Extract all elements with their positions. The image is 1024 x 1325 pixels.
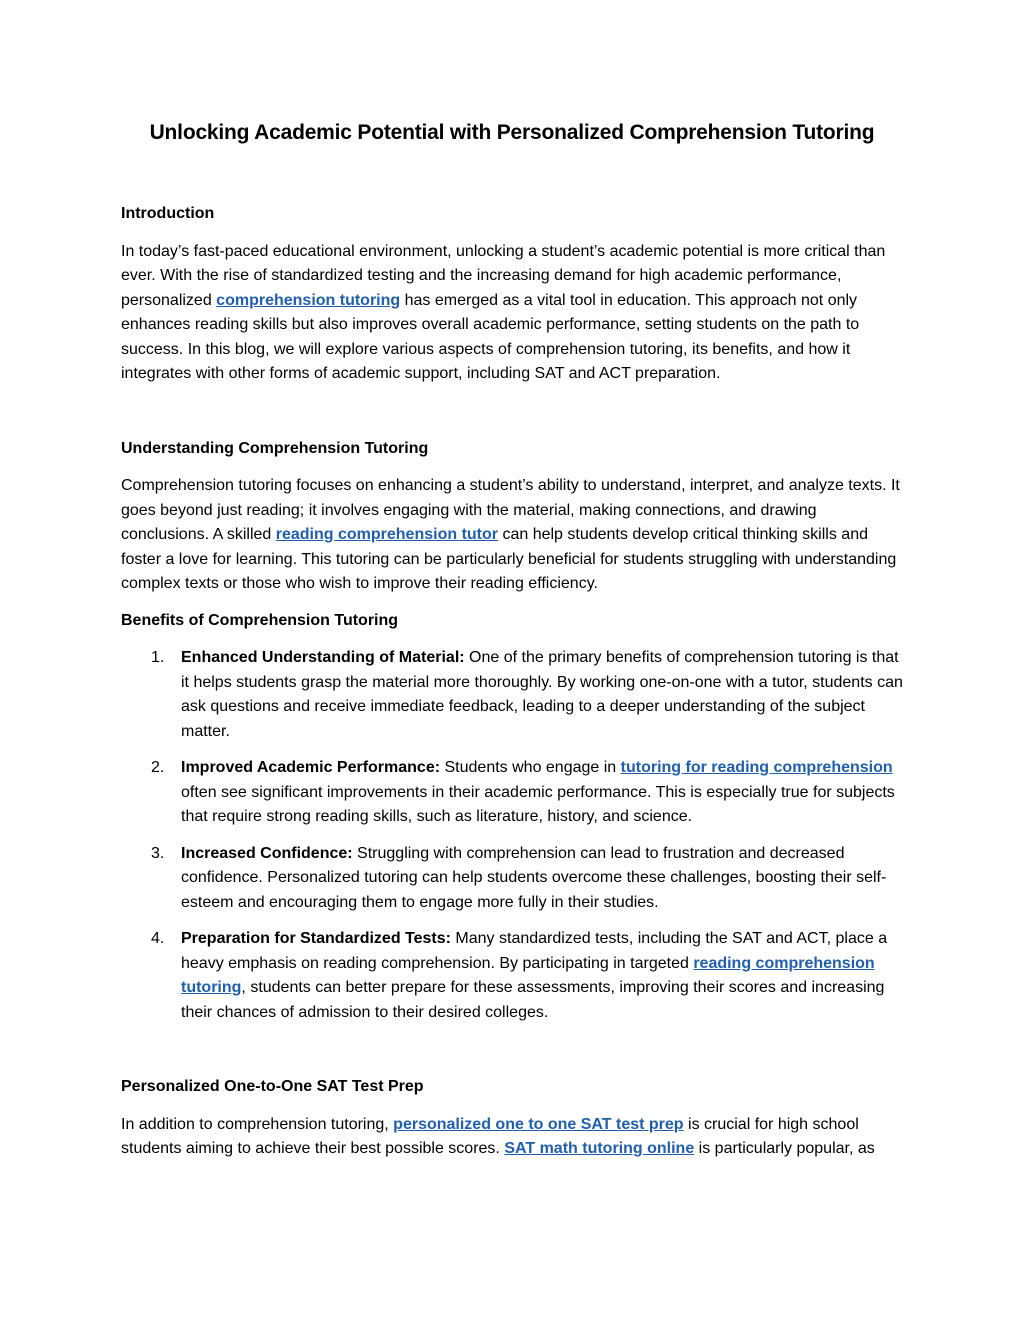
section-heading-benefits: Benefits of Comprehension Tutoring: [121, 611, 399, 629]
reading-comprehension-tutoring-link[interactable]: reading comprehension tutoring: [181, 954, 875, 996]
intro-text-a: In today’s fast-paced educational environment, unlocking a student’s academic potential is more critical than ever. With the rise of standardized testing and the increasing demand for high academic performance, personalized: [121, 242, 886, 309]
list-item-text-b: , students can better prepare for these assessments, improving their scores and increasing their chances of admission to their desired colleges.: [181, 979, 885, 1021]
section-heading-understanding: Understanding Comprehension Tutoring: [121, 439, 429, 457]
list-item-text: Many standardized tests, including the SAT and ACT, place a heavy emphasis on reading comprehension. By participating in targeted: [181, 930, 888, 972]
benefits-list: [121, 646, 907, 1025]
list-item-text: Students who engage in: [440, 759, 621, 776]
list-item: [121, 646, 907, 744]
understanding-text-a: Comprehension tutoring focuses on enhancing a student’s ability to understand, interpret, and analyze texts. It goes beyond just reading; it involves engaging with the material, making connections, and drawing conclusions. A skilled: [121, 477, 900, 543]
document-title: Unlocking Academic Potential with Personalized Comprehension Tutoring: [149, 121, 875, 144]
list-item-number: 3.: [151, 844, 165, 862]
sat-math-tutoring-online-link[interactable]: SAT math tutoring online: [504, 1140, 695, 1157]
document-body: [121, 202, 907, 1162]
list-item-text-b: often see significant improvements in their academic performance. This is especially true for subjects that require strong reading skills, such as literature, history, and science.: [181, 783, 895, 825]
list-item-text: One of the primary benefits of comprehension tutoring is that it helps students grasp the material more thoroughly. By working one-on-one with a tutor, students can ask questions and receive immediate feedback, leading to a deeper understanding of the subject matter.: [181, 649, 903, 740]
list-item-number: 4.: [151, 930, 165, 947]
intro-paragraph: [121, 240, 907, 387]
section-heading-introduction: Introduction: [121, 205, 215, 222]
comprehension-tutoring-link[interactable]: comprehension tutoring: [216, 291, 401, 309]
list-item-text: Struggling with comprehension can lead to frustration and decreased confidence. Personalized tutoring can help students overcome these challenges, boosting their self-esteem and encouraging them to engage more fully in their studies.: [181, 844, 887, 911]
list-item-label: Increased Confidence:: [181, 844, 353, 862]
list-item: [121, 756, 907, 830]
list-item-number: 1.: [151, 649, 165, 666]
tutoring-for-reading-comprehension-link[interactable]: tutoring for reading comprehension: [620, 759, 893, 776]
list-item: [121, 927, 907, 1025]
list-item-number: 2.: [151, 759, 165, 776]
list-item-label: Preparation for Standardized Tests:: [181, 930, 451, 947]
reading-comprehension-tutor-link[interactable]: reading comprehension tutor: [275, 526, 498, 543]
section-heading-sat-prep: Personalized One-to-One SAT Test Prep: [121, 1078, 424, 1095]
intro-text-b: has emerged as a vital tool in education. This approach not only enhances reading skills but also improves overall academic performance, setting students on the path to success. In this blog, we will explore various aspects of comprehension tutoring, its benefits, and how it integrates with other forms of academic support, including SAT and ACT preparation.: [121, 291, 860, 382]
list-item-label: Improved Academic Performance:: [181, 759, 441, 776]
sat-text-b: is crucial for high school students aiming to achieve their best possible scores.: [121, 1115, 859, 1157]
understanding-text-b: can help students develop critical thinking skills and foster a love for learning. This tutoring can be particularly beneficial for students struggling with understanding complex texts or those who wish to improve their reading efficiency.: [121, 526, 897, 592]
list-item-label: Enhanced Understanding of Material:: [181, 649, 465, 666]
list-item: [121, 842, 907, 916]
sat-text-a: In addition to comprehension tutoring,: [121, 1115, 394, 1133]
sat-paragraph: [121, 1113, 907, 1162]
personalized-sat-test-prep-link[interactable]: personalized one to one SAT test prep: [393, 1115, 684, 1133]
understanding-paragraph: [121, 474, 907, 597]
sat-text-c: is particularly popular, as: [694, 1140, 875, 1157]
